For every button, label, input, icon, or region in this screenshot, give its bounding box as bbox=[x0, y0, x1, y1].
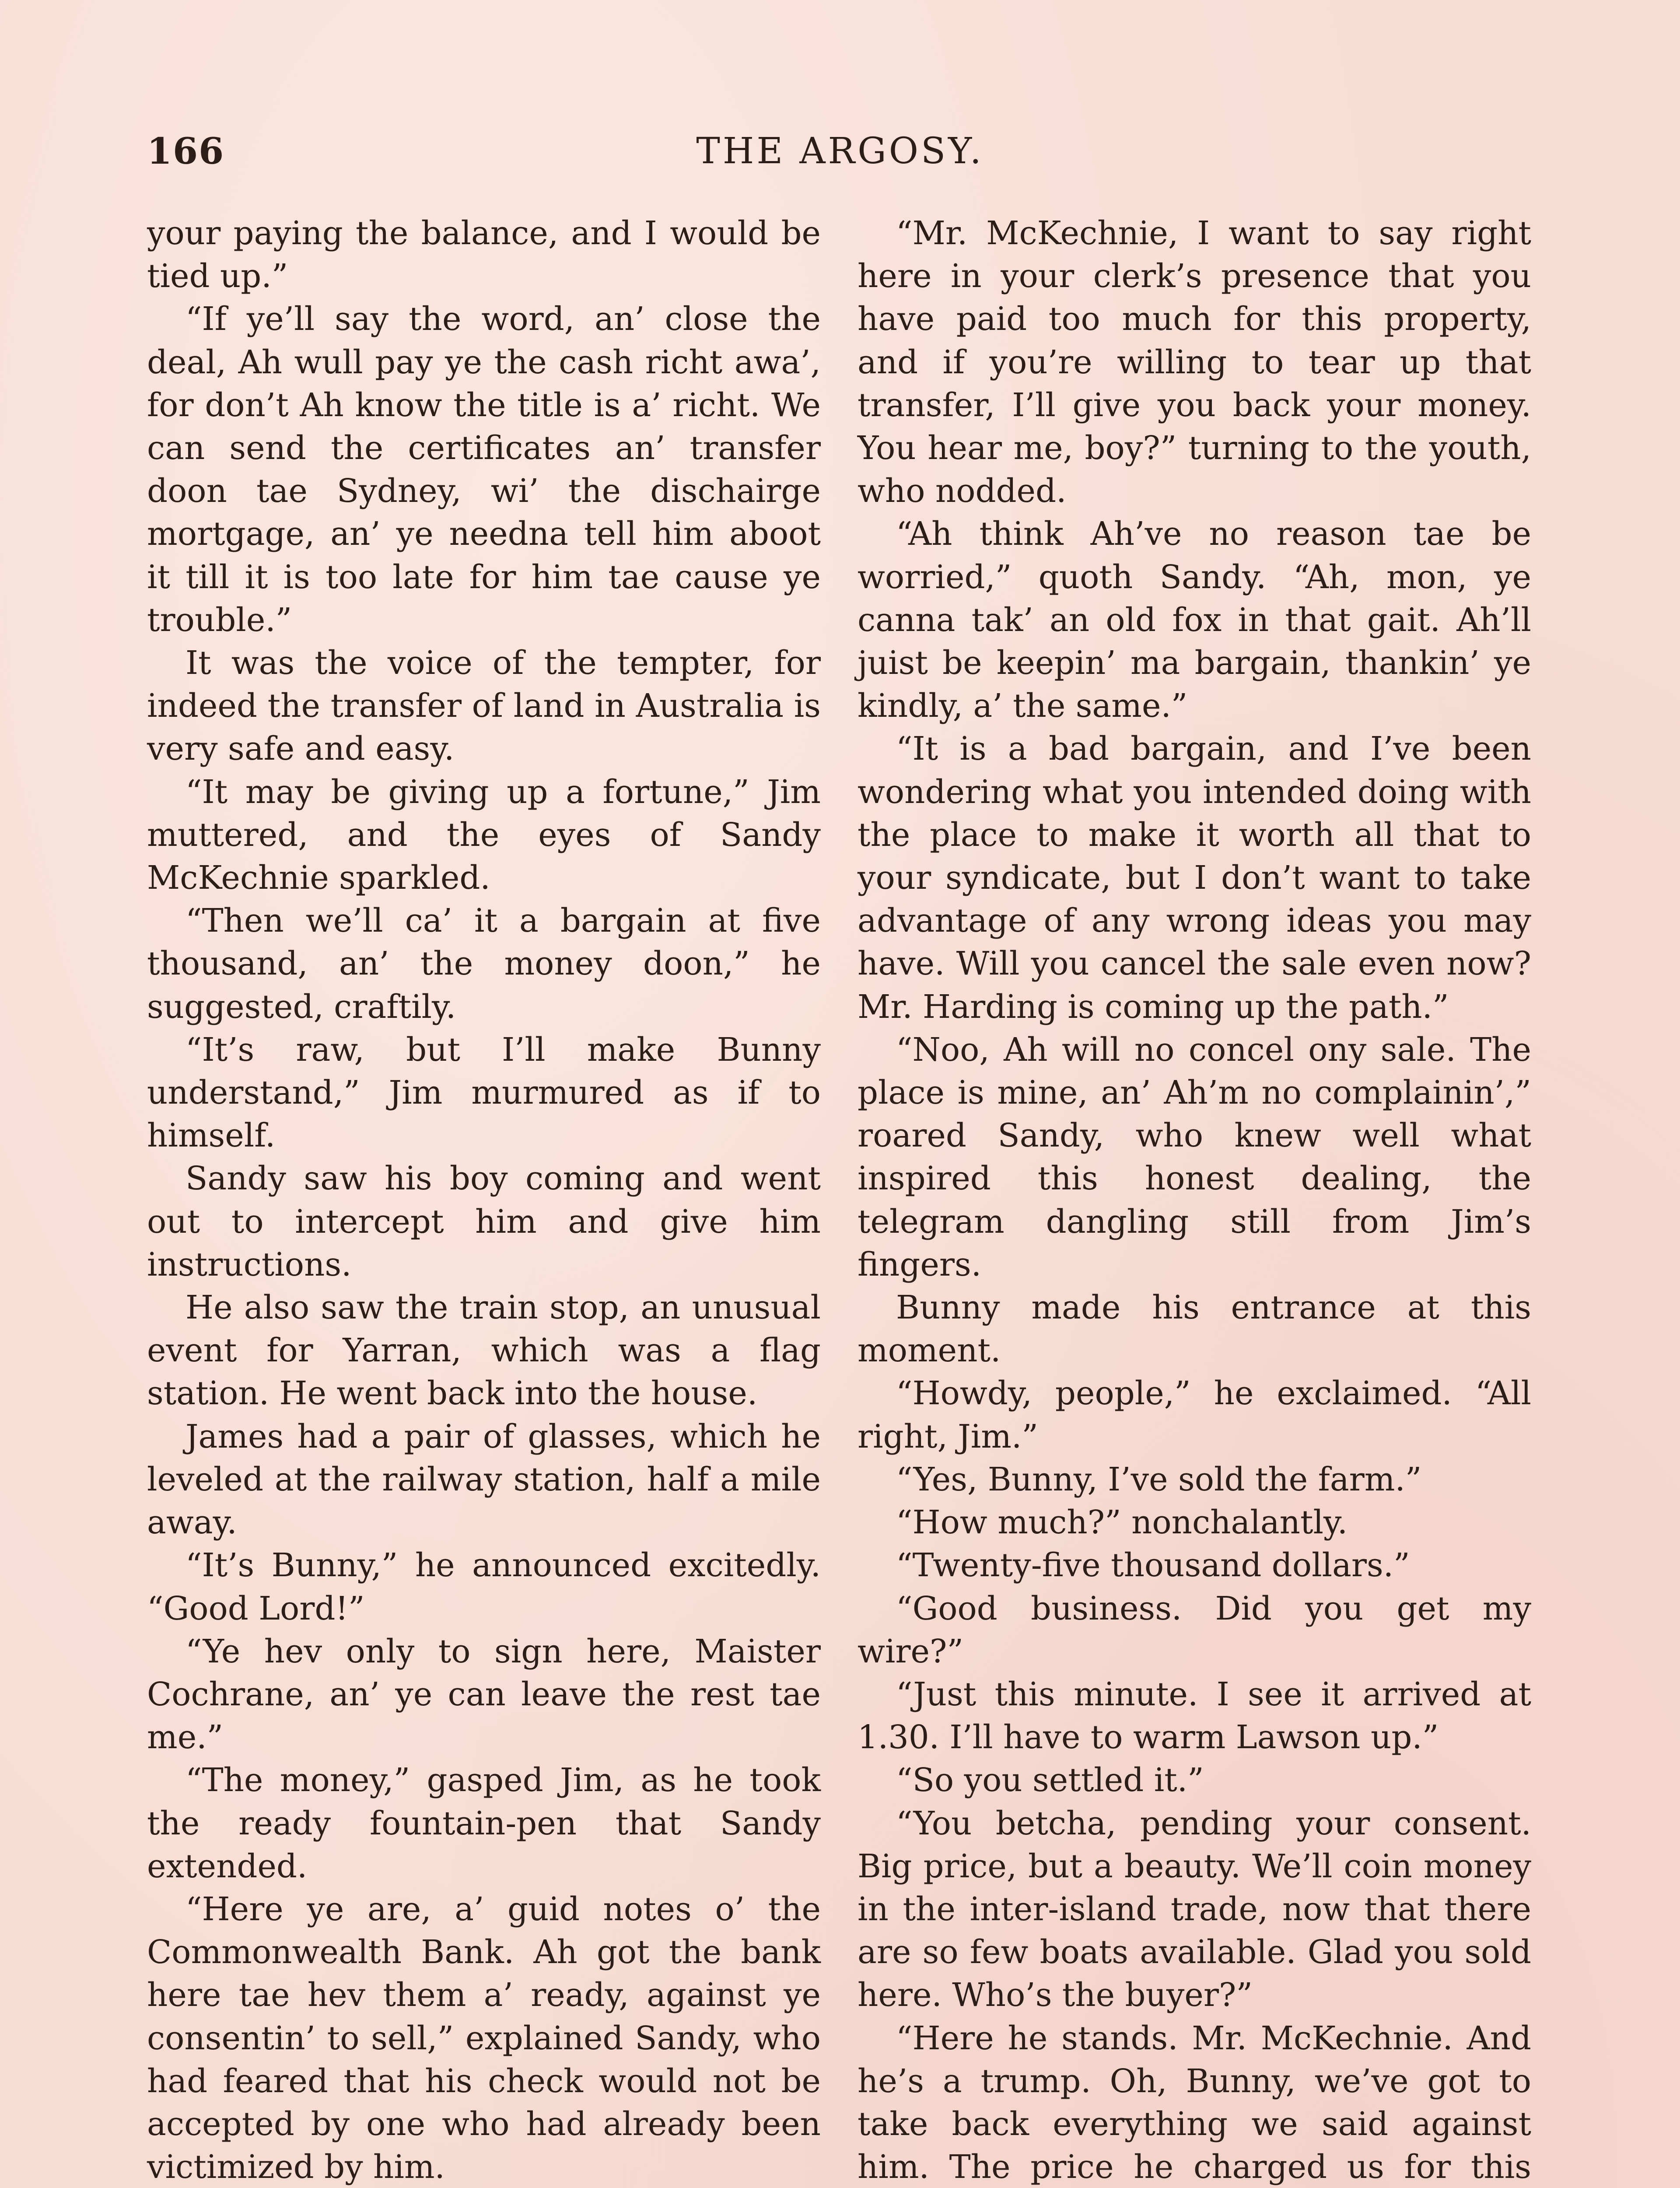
left-column bbox=[147, 212, 821, 2188]
paragraph: James had a pair of glasses, which he leveled at the railway station, half a mile away. bbox=[147, 1418, 821, 1542]
paragraph: “It’s Bunny,” he announced excitedly. “Good Lord!” bbox=[147, 1547, 821, 1627]
right-column bbox=[858, 212, 1531, 2188]
paragraph: “Ye hev only to sign here, Maister Cochrane, an’ ye can leave the rest tae me.” bbox=[147, 1633, 821, 1757]
paragraph: “Here ye are, a’ guid notes o’ the Commonwealth Bank. Ah got the bank here tae hev them a’ ready, against ye consentin’ to sell,” explained Sandy, who had feared that his check would not be accepted by one who had already been victimized by him. bbox=[147, 1890, 821, 2186]
paragraph: “Here he stands. Mr. McKechnie. And he’s a trump. Oh, Bunny, we’ve got to take back everything we said against him. The price he charged us for this bbox=[858, 2020, 1531, 2186]
paragraph: Sandy saw his boy coming and went out to intercept him and give him instructions. bbox=[147, 1160, 821, 1283]
paragraph: “It is a bad bargain, and I’ve been wondering what you intended doing with the place to make it worth all that to your syndicate, but I don’t want to take advantage of any wrong ideas you may have. Will you cancel the sale even now? Mr. Harding is coming up the path.” bbox=[858, 730, 1531, 1026]
paragraph: “It may be giving up a fortune,” Jim muttered, and the eyes of Sandy McKechnie sparkled. bbox=[147, 773, 821, 897]
page-number: 166 bbox=[147, 130, 225, 172]
paragraph: “So you settled it.” bbox=[896, 1762, 1204, 1799]
paragraph: “Noo, Ah will no concel ony sale. The place is mine, an’ Ah’m no complainin’,” roared Sandy, who knew well what inspired this honest dealing, the telegram dangling still from Jim’s fingers. bbox=[858, 1031, 1531, 1283]
paragraph: “Then we’ll ca’ it a bargain at five thousand, an’ the money doon,” he suggested, craftily. bbox=[147, 902, 821, 1026]
paragraph: your paying the balance, and I would be tied up.” bbox=[147, 215, 821, 295]
paragraph: “The money,” gasped Jim, as he took the ready fountain-pen that Sandy extended. bbox=[147, 1762, 821, 1885]
paragraph: “If ye’ll say the word, an’ close the deal, Ah wull pay ye the cash richt awa’, for don’t Ah know the title is a’ richt. We can send the certificates an’ transfer doon tae Sydney, wi’ the dischairge mortgage, an’ ye needna tell him aboot it till it is too late for him tae cause ye trouble.” bbox=[147, 301, 821, 639]
paragraph: “Howdy, people,” he exclaimed. “All right, Jim.” bbox=[858, 1375, 1531, 1455]
running-head: THE ARGOSY. bbox=[696, 130, 984, 172]
paragraph: Bunny made his entrance at this moment. bbox=[858, 1289, 1531, 1370]
paragraph: “It’s raw, but I’ll make Bunny understand,” Jim murmured as if to himself. bbox=[147, 1031, 821, 1155]
paragraph: “Just this minute. I see it arrived at 1.30. I’ll have to warm Lawson up.” bbox=[858, 1676, 1531, 1757]
paragraph: “Good business. Did you get my wire?” bbox=[858, 1590, 1531, 1670]
paragraph: “You betcha, pending your consent. Big price, but a beauty. We’ll coin money in the inter-island trade, now that there are so few boats available. Glad you sold here. Who’s the buyer?” bbox=[858, 1805, 1531, 2014]
paragraph: “Ah think Ah’ve no reason tae be worried,” quoth Sandy. “Ah, mon, ye canna tak’ an old fox in that gait. Ah’ll juist be keepin’ ma bargain, thankin’ ye kindly, a’ the same.” bbox=[858, 515, 1531, 725]
paragraph: He also saw the train stop, an unusual event for Yarran, which was a flag station. He went back into the house. bbox=[147, 1289, 821, 1413]
paragraph: “Yes, Bunny, I’ve sold the farm.” bbox=[896, 1461, 1422, 1498]
paragraph: “How much?” nonchalantly. bbox=[896, 1504, 1348, 1542]
paragraph: “Twenty-five thousand dollars.” bbox=[896, 1547, 1410, 1585]
paragraph: It was the voice of the tempter, for indeed the transfer of land in Australia is very safe and easy. bbox=[147, 645, 821, 768]
paragraph: “Mr. McKechnie, I want to say right here in your clerk’s presence that you have paid too much for this property, and if you’re willing to tear up that transfer, I’ll give you back your money. You hear me, boy?” turning to the youth, who nodded. bbox=[858, 215, 1531, 510]
